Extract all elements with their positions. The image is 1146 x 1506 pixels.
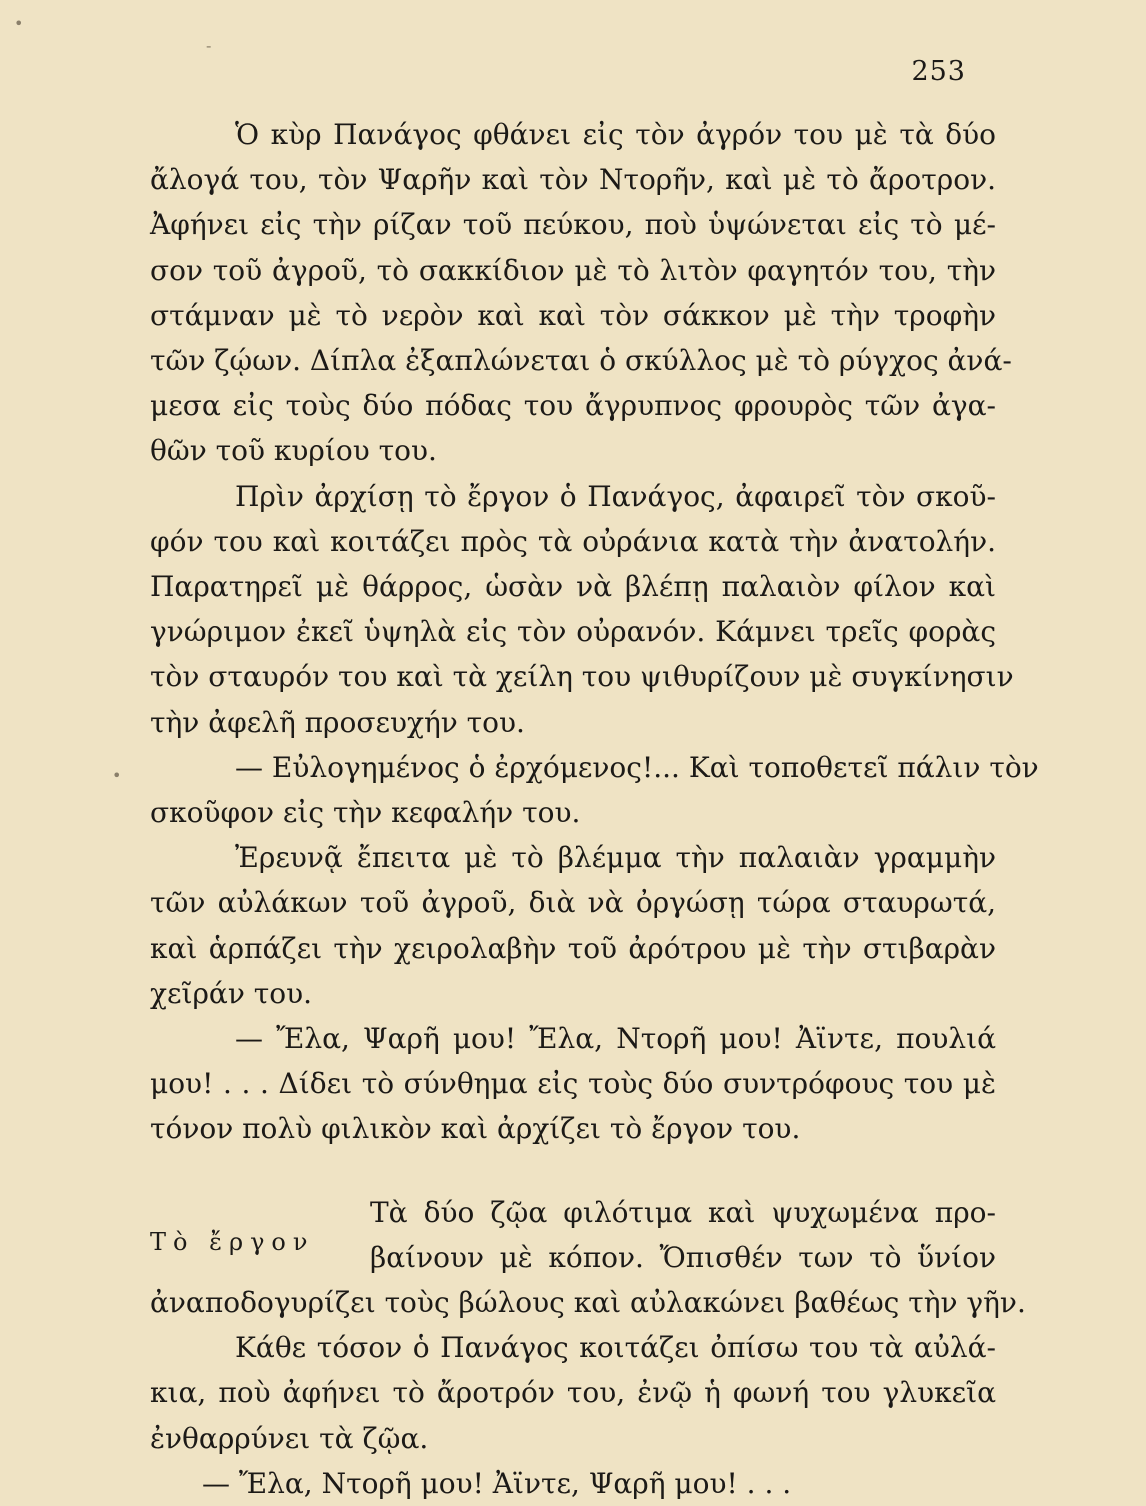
text-line: καὶ ἁρπάζει τὴν χειρολαβὴν τοῦ ἀρότρου μὲ τὴν στιβαρὰν <box>150 931 996 965</box>
text-line: Ἀφήνει εἰς τὴν ρίζαν τοῦ πεύκου, ποὺ ὑψώνεται εἰς τὸ μέ- <box>150 208 996 242</box>
text-line: Ἐρευνᾷ ἔπειτα μὲ τὸ βλέμμα τὴν παλαιὰν γραμμὴν <box>235 841 996 875</box>
text-line: χεῖράν του. <box>150 976 313 1010</box>
stray-mark: • <box>112 766 122 785</box>
text-line: μεσα εἰς τοὺς δύο πόδας του ἄγρυπνος φρουρὸς τῶν ἀγα- <box>150 389 996 423</box>
text-line: ἄλογά του, τὸν Ψαρῆν καὶ τὸν Ντορῆν, καὶ μὲ τὸ ἄροτρον. <box>150 163 996 197</box>
stray-mark: • <box>14 14 24 33</box>
text-line: γνώριμον ἐκεῖ ὑψηλὰ εἰς τὸν οὐρανόν. Κάμνει τρεῖς φορὰς <box>150 615 996 649</box>
text-line: Κάθε τόσον ὁ Πανάγος κοιτάζει ὀπίσω του τὰ αὐλά- <box>235 1331 996 1365</box>
text-line: σον τοῦ ἀγροῦ, τὸ σακκίδιον μὲ τὸ λιτὸν φαγητόν του, τὴν <box>150 253 996 287</box>
paragraph <box>150 1325 996 1461</box>
paragraph <box>150 745 1039 835</box>
text-line: Τὰ δύο ζῷα φιλότιμα καὶ ψυχωμένα προ- <box>370 1195 996 1229</box>
text-line: ἐνθαρρύνει τὰ ζῷα. <box>150 1421 429 1455</box>
text-line: — Ἔλα, Ψαρῆ μου! Ἔλα, Ντορῆ μου! Ἀϊντε, πουλιά <box>235 1022 996 1056</box>
text-line: — Ἔλα, Ντορῆ μου! Ἀϊντε, Ψαρῆ μου! . . . <box>202 1466 792 1500</box>
section-with-margin-title <box>150 1190 996 1280</box>
section-gap <box>150 1152 996 1190</box>
paragraph <box>150 474 1014 745</box>
page-number: 253 <box>911 56 966 87</box>
text-line: ἀναποδογυρίζει τοὺς βώλους καὶ αὐλακώνει βαθέως τὴν γῆν. <box>150 1286 1026 1320</box>
text-line: στάμναν μὲ τὸ νερὸν καὶ καὶ τὸν σάκκον μὲ τὴν τροφὴν <box>150 298 996 332</box>
paragraph <box>150 1016 996 1152</box>
stray-mark: - <box>206 36 212 55</box>
text-line: τὴν ἀφελῆ προσευχήν του. <box>150 705 525 739</box>
text-line: Πρὶν ἀρχίσῃ τὸ ἔργον ὁ Πανάγος, ἀφαιρεῖ τὸν σκοῦ- <box>235 479 996 513</box>
text-line: τῶν ζῴων. Δίπλα ἐξαπλώνεται ὁ σκύλλος μὲ τὸ ρύγχος ἀνά- <box>150 344 1012 378</box>
text-line: — Εὐλογημένος ὁ ἐρχόμενος!... Καὶ τοποθετεῖ πάλιν τὸν <box>235 750 1039 784</box>
text-line: Ὁ κὺρ Πανάγος φθάνει εἰς τὸν ἀγρόν του μὲ τὰ δύο <box>235 118 996 151</box>
text-line: θῶν τοῦ κυρίου του. <box>150 434 437 468</box>
text-line: τὸν σταυρόν του καὶ τὰ χείλη του ψιθυρίζουν μὲ συγκίνησιν <box>150 660 1014 694</box>
text-line: τῶν αὐλάκων τοῦ ἀγροῦ, διὰ νὰ ὀργώσῃ τώρα σταυρωτά, <box>150 886 996 920</box>
text-line: Παρατηρεῖ μὲ θάρρος, ὡσὰν νὰ βλέπῃ παλαιὸν φίλον καὶ <box>150 570 996 604</box>
text-line: βαίνουν μὲ κόπον. Ὄπισθέν των τὸ ὕνίον <box>370 1240 996 1274</box>
paragraph <box>150 1280 1026 1325</box>
text-line: φόν του καὶ κοιτάζει πρὸς τὰ οὐράνια κατὰ τὴν ἀνατολήν. <box>150 524 996 558</box>
margin-title: Τὸ ἔργον <box>150 1227 315 1256</box>
paragraph <box>150 835 996 1016</box>
text-line: κια, ποὺ ἀφήνει τὸ ἄροτρόν του, ἐνῷ ἡ φωνή του γλυκεῖα <box>150 1376 996 1410</box>
text-line: σκοῦφον εἰς τὴν κεφαλήν του. <box>150 796 581 830</box>
paragraph <box>150 112 1012 474</box>
body-text <box>150 112 1039 1506</box>
paragraph <box>150 1461 996 1506</box>
text-line: μου! . . . Δίδει τὸ σύνθημα εἰς τοὺς δύο συντρόφους του μὲ <box>150 1067 996 1101</box>
text-line: τόνον πολὺ φιλικὸν καὶ ἀρχίζει τὸ ἔργον του. <box>150 1112 801 1146</box>
